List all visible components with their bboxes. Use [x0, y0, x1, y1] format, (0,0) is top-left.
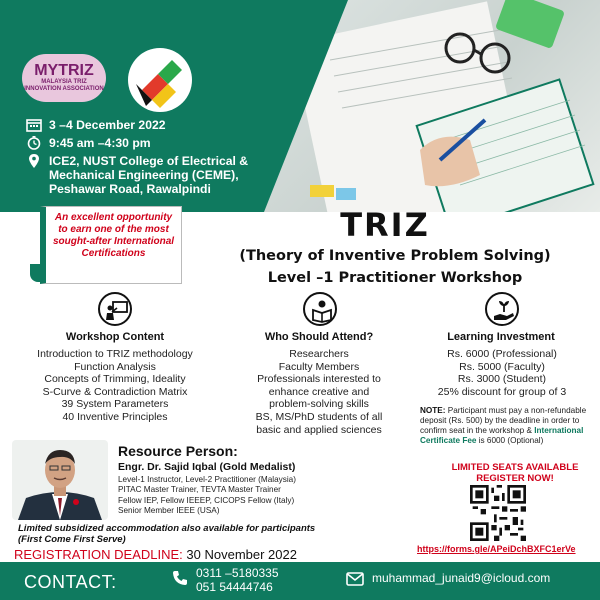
credential-line: PITAC Master Trainer, TEVTA Master Trainer — [118, 485, 281, 495]
note-highlight: International Certificate Fee — [420, 426, 584, 445]
ice2-logo — [128, 48, 192, 112]
list-item: basic and applied sciences — [256, 423, 382, 436]
list-item: 40 Inventive Principles — [62, 410, 168, 423]
event-venue: ICE2, NUST College of Electrical & Mechanical Engineering (CEME), Peshawar Road, Rawalpindi — [49, 154, 249, 196]
event-info — [26, 118, 289, 200]
limited-seats-text: LIMITED SEATS AVAILABLE — [451, 462, 579, 473]
list-item: enhance creative and — [268, 385, 370, 398]
deadline-date: 30 November 2022 — [186, 547, 297, 562]
mytriz-logo — [22, 54, 106, 102]
resource-person-heading: Resource Person: — [118, 443, 238, 459]
phone-number-1[interactable]: 0311 –5180335 — [196, 566, 279, 580]
title-line-1: (Theory of Inventive Problem Solving) — [239, 248, 551, 264]
event-time-row — [26, 136, 289, 150]
list-item: BS, MS/PhD students of all — [255, 410, 383, 423]
learning-investment-heading: Learning Investment — [447, 331, 555, 343]
list-item: Concepts of Trimming, Ideality — [44, 373, 186, 386]
phone-icon — [172, 570, 188, 586]
list-item: Rs. 6000 (Professional) — [447, 348, 557, 360]
event-time: 9:45 am –4:30 pm — [49, 136, 151, 150]
location-pin-icon — [26, 154, 42, 168]
resource-person-name: Engr. Dr. Sajid Iqbal (Gold Medalist) — [118, 461, 296, 473]
register-now-text[interactable]: REGISTER NOW! — [476, 473, 554, 484]
calendar-icon — [26, 118, 42, 132]
resource-person-photo — [12, 440, 108, 520]
mytriz-logo-sub1: MALAYSIA TRIZ — [41, 79, 87, 85]
mytriz-logo-text: MYTRIZ — [34, 62, 94, 79]
clock-icon — [26, 136, 42, 150]
phone-numbers — [196, 566, 279, 594]
list-item: Professionals interested to — [257, 373, 381, 386]
list-item: 39 System Parameters — [61, 398, 169, 411]
list-item: Rs. 3000 (Student) — [457, 373, 547, 386]
credential-line: Level-1 Instructor, Level-2 Practitioner (Malaysia) — [118, 475, 296, 484]
list-item: S-Curve & Contradiction Matrix — [42, 385, 188, 398]
title-block — [200, 207, 590, 287]
certification-highlight: An excellent opportunity to earn one of the most sought-after International Certifications — [40, 206, 182, 284]
list-item: 25% discount for group of 3 — [437, 385, 567, 398]
learning-investment-list — [418, 348, 586, 398]
accommodation-notice — [18, 523, 315, 545]
phone-number-2[interactable]: 051 54444746 — [196, 580, 273, 594]
payment-note — [420, 406, 596, 446]
resource-person-credentials — [118, 475, 296, 517]
note-tail: is 6000 (Optional) — [476, 436, 544, 445]
credential-line: Senior Member IEEE (USA) — [118, 506, 220, 516]
workshop-content-heading: Workshop Content — [65, 331, 165, 343]
list-item: Faculty Members — [278, 360, 360, 373]
limited-seats-notice — [430, 462, 600, 484]
accommodation-line-1: Limited subsidized accommodation also available for participants — [18, 523, 316, 534]
workshop-content-list — [20, 348, 210, 424]
list-item: Rs. 5000 (Faculty) — [459, 360, 545, 373]
mytriz-logo-sub2: INNOVATION ASSOCIATION — [24, 86, 104, 92]
page-title: TRIZ — [340, 206, 430, 244]
list-item: problem-solving skills — [269, 398, 369, 411]
investment-hand-icon — [485, 292, 519, 326]
who-should-attend-list — [236, 348, 402, 436]
mail-icon — [346, 572, 364, 586]
header-section — [0, 0, 600, 212]
list-item: Introduction to TRIZ methodology — [37, 348, 193, 360]
event-date: 3 –4 December 2022 — [49, 118, 166, 132]
event-venue-row — [26, 154, 289, 196]
contact-label: CONTACT: — [24, 572, 117, 592]
deadline-label: REGISTRATION DEADLINE: — [14, 547, 187, 562]
ice2-logo-graphic — [128, 48, 192, 112]
credential-line: Fellow IEP, Fellow IEEEP, CICOPS Fellow (Italy) — [118, 495, 295, 505]
title-line-2: Level –1 Practitioner Workshop — [267, 270, 523, 286]
list-item: Researchers — [289, 348, 349, 360]
qr-code[interactable] — [470, 485, 526, 541]
reading-person-icon — [303, 292, 337, 326]
accommodation-line-2: (First Come First Serve) — [18, 534, 126, 545]
registration-deadline — [14, 547, 297, 562]
note-text: Participant must pay a non-refundable deposit (Rs. 500) by the deadline in order to confirm seat in the workshop & — [420, 406, 587, 435]
presentation-icon — [98, 292, 132, 326]
event-date-row — [26, 118, 289, 132]
contact-email[interactable]: muhammad_junaid9@icloud.com — [372, 571, 551, 585]
registration-form-link[interactable]: https://forms.gle/APeiDchBXFC1erVe — [417, 544, 576, 554]
list-item: Function Analysis — [74, 360, 156, 373]
who-should-attend-heading: Who Should Attend? — [264, 331, 374, 343]
note-label: NOTE: — [420, 406, 446, 415]
